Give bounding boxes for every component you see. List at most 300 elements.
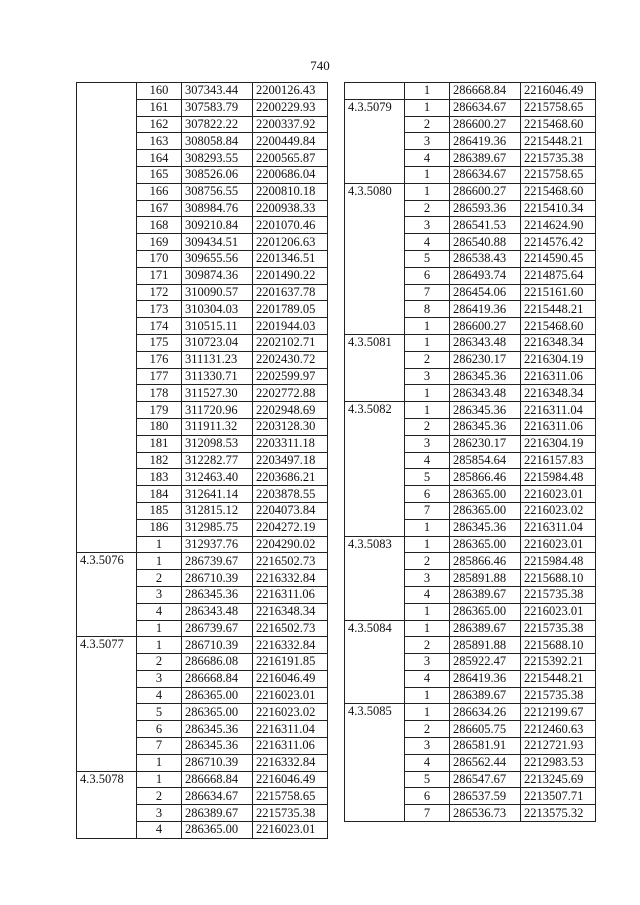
y-coordinate-cell: 2215735.38 — [521, 150, 596, 167]
parcel-id-cell — [77, 486, 137, 503]
table-row — [345, 586, 596, 603]
point-number-cell: 182 — [137, 452, 182, 469]
y-coordinate-cell: 2215161.60 — [521, 284, 596, 301]
point-number-cell: 3 — [405, 654, 450, 671]
point-number-cell: 161 — [137, 99, 182, 116]
x-coordinate-cell: 286343.48 — [182, 603, 253, 620]
parcel-id-cell — [345, 284, 405, 301]
point-number-cell: 177 — [137, 368, 182, 385]
y-coordinate-cell: 2215735.38 — [521, 687, 596, 704]
y-coordinate-cell: 2216311.06 — [253, 586, 328, 603]
table-row — [345, 553, 596, 570]
parcel-id-cell — [345, 368, 405, 385]
table-row — [77, 754, 328, 771]
y-coordinate-cell: 2216046.49 — [253, 670, 328, 687]
x-coordinate-cell: 285891.88 — [450, 637, 521, 654]
x-coordinate-cell: 308058.84 — [182, 133, 253, 150]
parcel-id-cell — [345, 267, 405, 284]
table-row — [345, 402, 596, 419]
point-number-cell: 3 — [405, 217, 450, 234]
point-number-cell: 1 — [137, 771, 182, 788]
x-coordinate-cell: 286389.67 — [450, 620, 521, 637]
x-coordinate-cell: 285854.64 — [450, 452, 521, 469]
x-coordinate-cell: 310304.03 — [182, 301, 253, 318]
point-number-cell: 1 — [405, 519, 450, 536]
x-coordinate-cell: 311330.71 — [182, 368, 253, 385]
y-coordinate-cell: 2212460.63 — [521, 721, 596, 738]
parcel-id-cell — [77, 570, 137, 587]
parcel-id-cell — [77, 116, 137, 133]
table-row — [345, 670, 596, 687]
table-row — [77, 738, 328, 755]
parcel-id-cell — [345, 519, 405, 536]
y-coordinate-cell: 2215735.38 — [521, 586, 596, 603]
point-number-cell: 171 — [137, 267, 182, 284]
table-row — [345, 519, 596, 536]
parcel-id-cell — [77, 284, 137, 301]
point-number-cell: 4 — [405, 754, 450, 771]
parcel-id-cell — [345, 687, 405, 704]
point-number-cell: 176 — [137, 351, 182, 368]
table-row — [77, 469, 328, 486]
y-coordinate-cell: 2215735.38 — [521, 620, 596, 637]
parcel-id-cell — [77, 654, 137, 671]
x-coordinate-cell: 286668.84 — [450, 83, 521, 100]
x-coordinate-cell: 286600.27 — [450, 183, 521, 200]
parcel-id-cell — [345, 771, 405, 788]
parcel-id-cell — [77, 822, 137, 839]
table-row — [345, 234, 596, 251]
x-coordinate-cell: 308984.76 — [182, 200, 253, 217]
point-number-cell: 184 — [137, 486, 182, 503]
x-coordinate-cell: 286389.67 — [182, 805, 253, 822]
point-number-cell: 166 — [137, 183, 182, 200]
table-row — [77, 822, 328, 839]
y-coordinate-cell: 2213507.71 — [521, 788, 596, 805]
point-number-cell: 2 — [137, 788, 182, 805]
point-number-cell: 1 — [137, 620, 182, 637]
page-number: 740 — [310, 58, 330, 73]
x-coordinate-cell: 286634.67 — [182, 788, 253, 805]
parcel-id-cell — [345, 418, 405, 435]
parcel-id-cell — [345, 200, 405, 217]
table-row — [77, 267, 328, 284]
table-row — [77, 166, 328, 183]
parcel-id-cell — [345, 654, 405, 671]
y-coordinate-cell: 2216332.84 — [253, 754, 328, 771]
point-number-cell: 4 — [405, 586, 450, 603]
table-row — [345, 116, 596, 133]
point-number-cell: 7 — [405, 805, 450, 822]
point-number-cell: 3 — [405, 368, 450, 385]
parcel-id-cell: 4.3.5078 — [77, 771, 137, 788]
table-row — [345, 771, 596, 788]
x-coordinate-cell: 286668.84 — [182, 670, 253, 687]
y-coordinate-cell: 2215688.10 — [521, 570, 596, 587]
y-coordinate-cell: 2200126.43 — [253, 83, 328, 100]
x-coordinate-cell: 286739.67 — [182, 620, 253, 637]
point-number-cell: 179 — [137, 402, 182, 419]
x-coordinate-cell: 312937.76 — [182, 536, 253, 553]
x-coordinate-cell: 286547.67 — [450, 771, 521, 788]
parcel-id-cell — [77, 418, 137, 435]
table-row — [77, 620, 328, 637]
y-coordinate-cell: 2204073.84 — [253, 502, 328, 519]
x-coordinate-cell: 286365.00 — [450, 603, 521, 620]
parcel-id-cell — [77, 166, 137, 183]
parcel-id-cell — [77, 385, 137, 402]
y-coordinate-cell: 2203686.21 — [253, 469, 328, 486]
table-row — [77, 637, 328, 654]
parcel-id-cell — [77, 805, 137, 822]
point-number-cell: 2 — [137, 654, 182, 671]
y-coordinate-cell: 2216046.49 — [253, 771, 328, 788]
table-row — [345, 183, 596, 200]
table-row — [345, 486, 596, 503]
y-coordinate-cell: 2216157.83 — [521, 452, 596, 469]
table-row — [345, 301, 596, 318]
point-number-cell: 4 — [137, 687, 182, 704]
parcel-id-cell — [77, 586, 137, 603]
table-row — [345, 536, 596, 553]
x-coordinate-cell: 286389.67 — [450, 150, 521, 167]
parcel-id-cell — [77, 402, 137, 419]
y-coordinate-cell: 2200565.87 — [253, 150, 328, 167]
table-row — [345, 250, 596, 267]
point-number-cell: 5 — [405, 469, 450, 486]
y-coordinate-cell: 2212983.53 — [521, 754, 596, 771]
parcel-id-cell — [77, 183, 137, 200]
parcel-id-cell: 4.3.5083 — [345, 536, 405, 553]
table-row — [77, 486, 328, 503]
x-coordinate-cell: 312282.77 — [182, 452, 253, 469]
point-number-cell: 186 — [137, 519, 182, 536]
x-coordinate-cell: 286538.43 — [450, 250, 521, 267]
parcel-id-cell — [345, 133, 405, 150]
x-coordinate-cell: 286345.36 — [450, 418, 521, 435]
point-number-cell: 1 — [405, 334, 450, 351]
y-coordinate-cell: 2213245.69 — [521, 771, 596, 788]
y-coordinate-cell: 2215758.65 — [253, 788, 328, 805]
point-number-cell: 1 — [405, 183, 450, 200]
parcel-id-cell — [345, 83, 405, 100]
table-row — [77, 553, 328, 570]
table-row — [345, 788, 596, 805]
table-row — [77, 452, 328, 469]
y-coordinate-cell: 2215984.48 — [521, 553, 596, 570]
x-coordinate-cell: 312985.75 — [182, 519, 253, 536]
parcel-id-cell — [77, 704, 137, 721]
x-coordinate-cell: 309655.56 — [182, 250, 253, 267]
parcel-id-cell — [345, 452, 405, 469]
x-coordinate-cell: 286230.17 — [450, 435, 521, 452]
table-row — [345, 570, 596, 587]
parcel-id-cell — [345, 166, 405, 183]
x-coordinate-cell: 286365.00 — [182, 704, 253, 721]
table-row — [345, 150, 596, 167]
point-number-cell: 163 — [137, 133, 182, 150]
x-coordinate-cell: 311720.96 — [182, 402, 253, 419]
x-coordinate-cell: 286230.17 — [450, 351, 521, 368]
point-number-cell: 1 — [137, 536, 182, 553]
x-coordinate-cell: 286536.73 — [450, 805, 521, 822]
table-row — [77, 368, 328, 385]
parcel-id-cell — [345, 318, 405, 335]
y-coordinate-cell: 2216023.01 — [521, 536, 596, 553]
point-number-cell: 181 — [137, 435, 182, 452]
y-coordinate-cell: 2215410.34 — [521, 200, 596, 217]
point-number-cell: 1 — [137, 637, 182, 654]
y-coordinate-cell: 2216311.06 — [521, 368, 596, 385]
table-row — [345, 385, 596, 402]
table-row — [77, 435, 328, 452]
y-coordinate-cell: 2200449.84 — [253, 133, 328, 150]
parcel-id-cell — [77, 301, 137, 318]
y-coordinate-cell: 2215468.60 — [521, 318, 596, 335]
x-coordinate-cell: 286365.00 — [182, 822, 253, 839]
y-coordinate-cell: 2213575.32 — [521, 805, 596, 822]
parcel-id-cell — [345, 234, 405, 251]
parcel-id-cell — [77, 200, 137, 217]
y-coordinate-cell: 2216023.01 — [253, 822, 328, 839]
table-row — [345, 351, 596, 368]
y-coordinate-cell: 2216304.19 — [521, 351, 596, 368]
x-coordinate-cell: 285866.46 — [450, 469, 521, 486]
parcel-id-cell — [77, 234, 137, 251]
y-coordinate-cell: 2216191.85 — [253, 654, 328, 671]
parcel-id-cell — [345, 385, 405, 402]
table-row — [345, 620, 596, 637]
y-coordinate-cell: 2200938.33 — [253, 200, 328, 217]
table-row — [77, 805, 328, 822]
y-coordinate-cell: 2200686.04 — [253, 166, 328, 183]
x-coordinate-cell: 307343.44 — [182, 83, 253, 100]
y-coordinate-cell: 2216311.06 — [521, 418, 596, 435]
parcel-id-cell — [77, 502, 137, 519]
parcel-id-cell — [345, 217, 405, 234]
x-coordinate-cell: 285866.46 — [450, 553, 521, 570]
parcel-id-cell — [77, 620, 137, 637]
table-row — [345, 217, 596, 234]
parcel-id-cell — [345, 250, 405, 267]
y-coordinate-cell: 2216023.01 — [521, 603, 596, 620]
x-coordinate-cell: 286419.36 — [450, 301, 521, 318]
y-coordinate-cell: 2215448.21 — [521, 133, 596, 150]
y-coordinate-cell: 2216348.34 — [521, 385, 596, 402]
x-coordinate-cell: 286634.67 — [450, 166, 521, 183]
parcel-id-cell — [77, 738, 137, 755]
y-coordinate-cell: 2216502.73 — [253, 553, 328, 570]
parcel-id-cell — [345, 570, 405, 587]
point-number-cell: 160 — [137, 83, 182, 100]
x-coordinate-cell: 286419.36 — [450, 670, 521, 687]
x-coordinate-cell: 286345.36 — [182, 738, 253, 755]
point-number-cell: 162 — [137, 116, 182, 133]
x-coordinate-cell: 310723.04 — [182, 334, 253, 351]
parcel-id-cell — [345, 486, 405, 503]
y-coordinate-cell: 2215468.60 — [521, 116, 596, 133]
parcel-id-cell — [345, 670, 405, 687]
x-coordinate-cell: 286343.48 — [450, 385, 521, 402]
parcel-id-cell — [77, 250, 137, 267]
point-number-cell: 5 — [405, 771, 450, 788]
point-number-cell: 1 — [137, 754, 182, 771]
table-row — [77, 217, 328, 234]
table-row — [345, 418, 596, 435]
x-coordinate-cell: 312815.12 — [182, 502, 253, 519]
y-coordinate-cell: 2202948.69 — [253, 402, 328, 419]
right-coordinate-table — [344, 82, 596, 822]
y-coordinate-cell: 2202599.97 — [253, 368, 328, 385]
table-row — [77, 234, 328, 251]
parcel-id-cell: 4.3.5077 — [77, 637, 137, 654]
y-coordinate-cell: 2216332.84 — [253, 570, 328, 587]
point-number-cell: 3 — [137, 805, 182, 822]
parcel-id-cell: 4.3.5082 — [345, 402, 405, 419]
y-coordinate-cell: 2216311.04 — [253, 721, 328, 738]
table-row — [345, 166, 596, 183]
point-number-cell: 2 — [405, 721, 450, 738]
y-coordinate-cell: 2215392.21 — [521, 654, 596, 671]
parcel-id-cell — [345, 502, 405, 519]
parcel-id-cell — [77, 452, 137, 469]
point-number-cell: 3 — [405, 738, 450, 755]
y-coordinate-cell: 2201944.03 — [253, 318, 328, 335]
point-number-cell: 1 — [405, 536, 450, 553]
y-coordinate-cell: 2216023.01 — [521, 486, 596, 503]
point-number-cell: 4 — [405, 452, 450, 469]
x-coordinate-cell: 309210.84 — [182, 217, 253, 234]
point-number-cell: 172 — [137, 284, 182, 301]
parcel-id-cell — [345, 788, 405, 805]
y-coordinate-cell: 2200337.92 — [253, 116, 328, 133]
x-coordinate-cell: 286686.08 — [182, 654, 253, 671]
point-number-cell: 3 — [405, 435, 450, 452]
y-coordinate-cell: 2215468.60 — [521, 183, 596, 200]
y-coordinate-cell: 2201070.46 — [253, 217, 328, 234]
point-number-cell: 1 — [405, 620, 450, 637]
parcel-id-cell — [77, 519, 137, 536]
table-row — [77, 200, 328, 217]
x-coordinate-cell: 286634.67 — [450, 99, 521, 116]
point-number-cell: 165 — [137, 166, 182, 183]
y-coordinate-cell: 2203311.18 — [253, 435, 328, 452]
x-coordinate-cell: 286365.00 — [182, 687, 253, 704]
parcel-id-cell — [77, 754, 137, 771]
point-number-cell: 2 — [405, 553, 450, 570]
parcel-id-cell — [345, 435, 405, 452]
table-row — [345, 637, 596, 654]
x-coordinate-cell: 286419.36 — [450, 133, 521, 150]
y-coordinate-cell: 2201490.22 — [253, 267, 328, 284]
point-number-cell: 1 — [405, 83, 450, 100]
point-number-cell: 2 — [405, 418, 450, 435]
x-coordinate-cell: 286600.27 — [450, 116, 521, 133]
table-row — [345, 200, 596, 217]
y-coordinate-cell: 2201789.05 — [253, 301, 328, 318]
x-coordinate-cell: 286389.67 — [450, 687, 521, 704]
x-coordinate-cell: 286537.59 — [450, 788, 521, 805]
y-coordinate-cell: 2216348.34 — [253, 603, 328, 620]
x-coordinate-cell: 312463.40 — [182, 469, 253, 486]
parcel-id-cell: 4.3.5079 — [345, 99, 405, 116]
point-number-cell: 1 — [405, 603, 450, 620]
table-row — [77, 670, 328, 687]
point-number-cell: 168 — [137, 217, 182, 234]
table-row — [77, 385, 328, 402]
y-coordinate-cell: 2216023.01 — [253, 687, 328, 704]
x-coordinate-cell: 286634.26 — [450, 704, 521, 721]
table-row — [77, 502, 328, 519]
x-coordinate-cell: 286710.39 — [182, 637, 253, 654]
y-coordinate-cell: 2216023.02 — [521, 502, 596, 519]
table-row — [77, 788, 328, 805]
x-coordinate-cell: 311911.32 — [182, 418, 253, 435]
point-number-cell: 4 — [405, 670, 450, 687]
y-coordinate-cell: 2214576.42 — [521, 234, 596, 251]
x-coordinate-cell: 307583.79 — [182, 99, 253, 116]
x-coordinate-cell: 286343.48 — [450, 334, 521, 351]
x-coordinate-cell: 310515.11 — [182, 318, 253, 335]
point-number-cell: 167 — [137, 200, 182, 217]
parcel-id-cell — [77, 687, 137, 704]
point-number-cell: 169 — [137, 234, 182, 251]
y-coordinate-cell: 2204290.02 — [253, 536, 328, 553]
x-coordinate-cell: 286365.00 — [450, 536, 521, 553]
point-number-cell: 183 — [137, 469, 182, 486]
x-coordinate-cell: 311527.30 — [182, 385, 253, 402]
x-coordinate-cell: 286710.39 — [182, 570, 253, 587]
y-coordinate-cell: 2202430.72 — [253, 351, 328, 368]
parcel-id-cell — [345, 738, 405, 755]
x-coordinate-cell: 286365.00 — [450, 486, 521, 503]
parcel-id-cell — [345, 805, 405, 822]
y-coordinate-cell: 2201206.63 — [253, 234, 328, 251]
y-coordinate-cell: 2216046.49 — [521, 83, 596, 100]
table-row — [77, 721, 328, 738]
y-coordinate-cell: 2216348.34 — [521, 334, 596, 351]
point-number-cell: 4 — [405, 150, 450, 167]
parcel-id-cell — [77, 603, 137, 620]
x-coordinate-cell: 286345.36 — [450, 402, 521, 419]
table-row — [77, 654, 328, 671]
y-coordinate-cell: 2216304.19 — [521, 435, 596, 452]
table-row — [345, 267, 596, 284]
table-row — [345, 318, 596, 335]
table-row — [345, 502, 596, 519]
table-row — [345, 603, 596, 620]
parcel-id-cell — [77, 150, 137, 167]
table-row — [77, 183, 328, 200]
parcel-id-cell — [345, 586, 405, 603]
y-coordinate-cell: 2215448.21 — [521, 670, 596, 687]
y-coordinate-cell: 2215984.48 — [521, 469, 596, 486]
x-coordinate-cell: 286600.27 — [450, 318, 521, 335]
parcel-id-cell — [77, 469, 137, 486]
table-row — [77, 687, 328, 704]
table-row — [77, 133, 328, 150]
x-coordinate-cell: 286345.36 — [182, 586, 253, 603]
parcel-id-cell — [77, 536, 137, 553]
point-number-cell: 3 — [137, 670, 182, 687]
point-number-cell: 6 — [405, 486, 450, 503]
table-row — [77, 284, 328, 301]
x-coordinate-cell: 286668.84 — [182, 771, 253, 788]
point-number-cell: 7 — [137, 738, 182, 755]
parcel-id-cell: 4.3.5080 — [345, 183, 405, 200]
parcel-id-cell — [345, 150, 405, 167]
point-number-cell: 3 — [405, 570, 450, 587]
